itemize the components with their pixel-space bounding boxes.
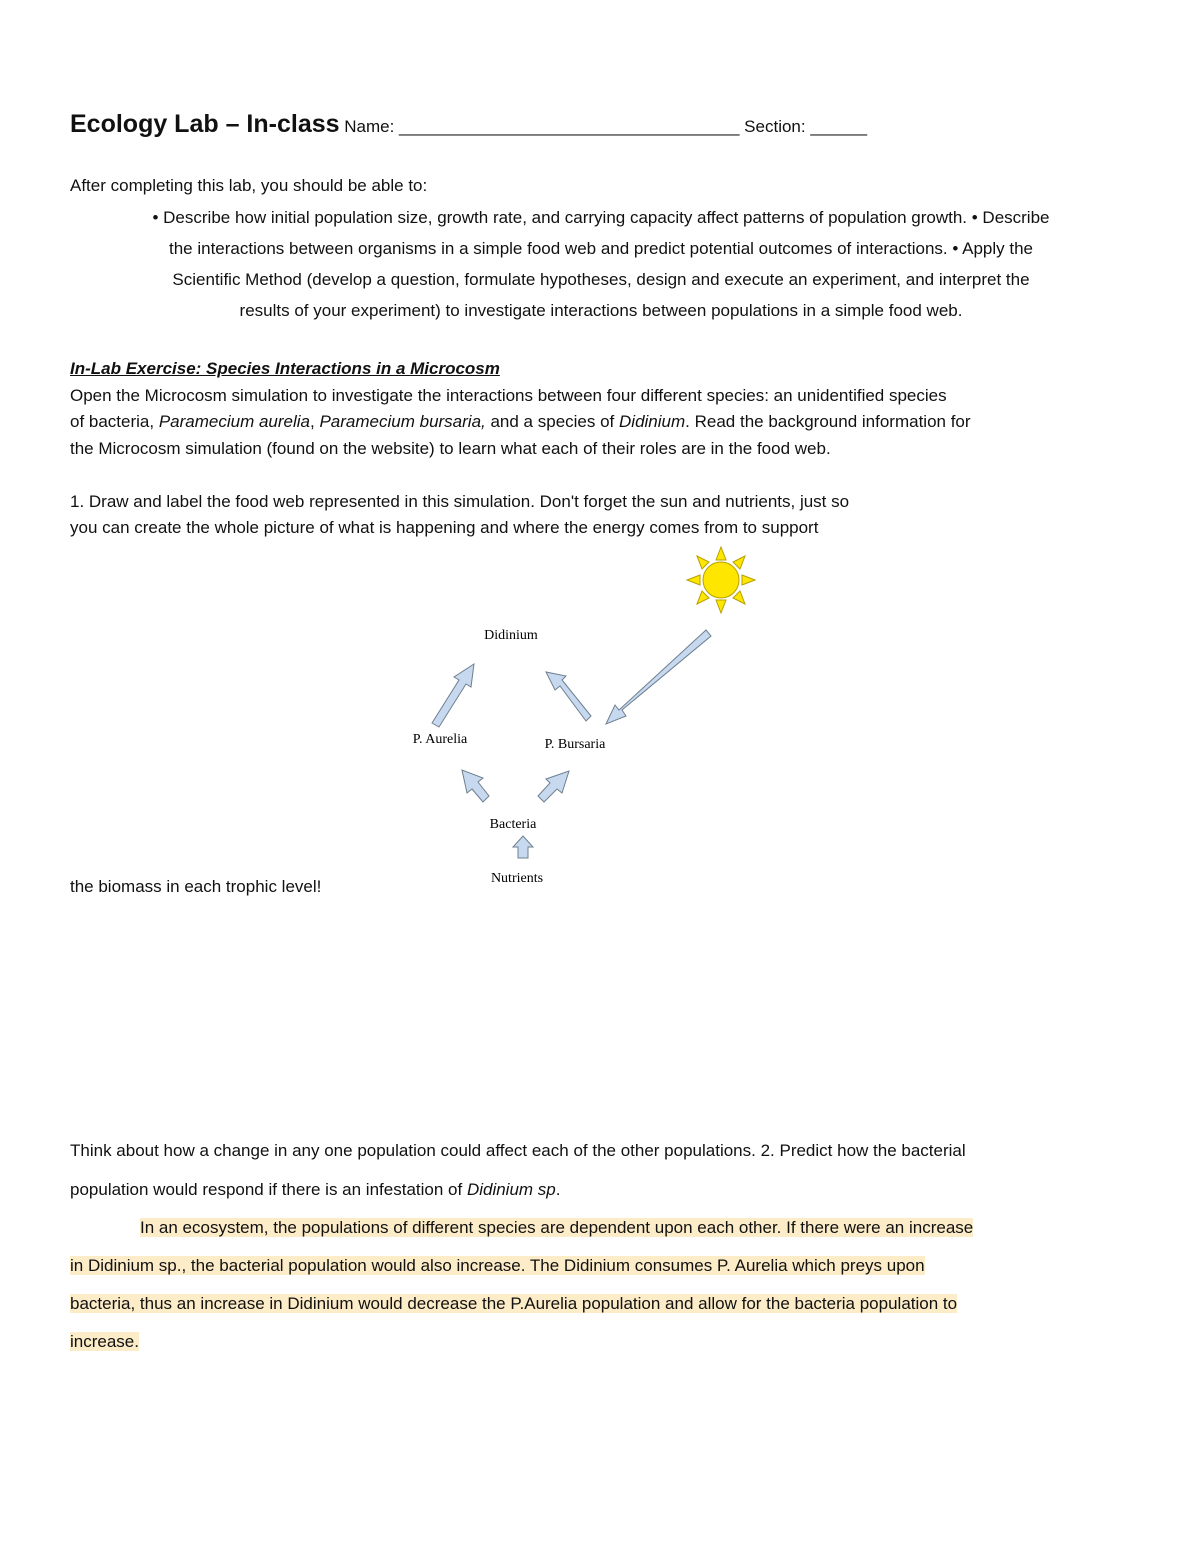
food-web-diagram <box>380 540 800 900</box>
answer-line <box>70 1256 925 1276</box>
answer-line <box>140 1218 973 1238</box>
highlighted-text: increase. <box>70 1332 139 1351</box>
name-field: Name: ____________________________________ <box>344 117 740 136</box>
label-p-bursaria: P. Bursaria <box>544 737 606 752</box>
objectives-intro: After completing this lab, you should be able to: <box>70 176 428 195</box>
exercise-paragraph-line: the Microcosm simulation (found on the website) to learn what each of their roles are in the food web. <box>70 439 831 458</box>
question1-line: 1. Draw and label the food web represented in this simulation. Don't forget the sun and nutrients, just so <box>70 492 850 511</box>
arrow-bacteria-to-aurelia <box>462 770 489 802</box>
answer-line <box>70 1332 139 1352</box>
species-name: Paramecium bursaria, <box>319 412 486 431</box>
arrow-sun-to-bursaria <box>606 630 711 724</box>
text-run: , <box>310 412 320 431</box>
exercise-paragraph-line <box>70 412 971 432</box>
label-bacteria: Bacteria <box>489 817 537 832</box>
text-run: and a species of <box>485 412 620 431</box>
species-name: Paramecium aurelia <box>158 412 311 431</box>
label-didinium: Didinium <box>484 628 538 643</box>
objective-line: Scientific Method (develop a question, formulate hypotheses, design and execute an experiment, and interpret the <box>172 270 1030 289</box>
question1-line: the biomass in each trophic level! <box>70 877 322 896</box>
text-run: . <box>555 1180 561 1199</box>
text-run: of bacteria, <box>70 412 159 431</box>
question2-line: Think about how a change in any one population could affect each of the other populations. 2. Predict how the bacterial <box>70 1141 966 1160</box>
arrow-nutrients-to-bacteria <box>513 836 533 858</box>
species-name: Didinium <box>619 412 686 431</box>
objective-line: • Describe how initial population size, growth rate, and carrying capacity affect patterns of population growth. • Describe <box>152 208 1050 227</box>
species-name: Didinium sp <box>466 1180 556 1199</box>
exercise-paragraph-line: Open the Microcosm simulation to investigate the interactions between four different species: an unidentified species <box>70 386 947 405</box>
label-nutrients: Nutrients <box>490 871 544 886</box>
highlighted-text: bacteria, thus an increase in Didinium would decrease the P.Aurelia population and allow for the bacteria population to <box>70 1294 958 1313</box>
objective-line: the interactions between organisms in a simple food web and predict potential outcomes of interactions. • Apply the <box>168 239 1033 258</box>
arrow-aurelia-to-didinium <box>432 664 474 727</box>
text-run: . Read the background information for <box>685 412 971 431</box>
question2-line <box>70 1180 560 1200</box>
arrow-bacteria-to-bursaria <box>538 771 569 802</box>
question1-line: you can create the whole picture of what is happening and where the energy comes from to support <box>70 518 819 537</box>
section-field: Section: ______ <box>744 117 868 136</box>
label-p-aurelia: P. Aurelia <box>412 732 468 747</box>
objective-line: results of your experiment) to investigate interactions between populations in a simple food web. <box>239 301 963 320</box>
text-run: population would respond if there is an infestation of <box>70 1180 467 1199</box>
answer-line <box>70 1294 957 1314</box>
highlighted-text: In an ecosystem, the populations of different species are dependent upon each other. If there were an increase <box>140 1218 974 1237</box>
page-header <box>70 110 867 139</box>
highlighted-text: in Didinium sp., the bacterial population would also increase. The Didinium consumes P. Aurelia which preys upon <box>70 1256 925 1275</box>
page-title: Ecology Lab – In-class <box>70 110 340 138</box>
exercise-heading: In-Lab Exercise: Species Interactions in a Microcosm <box>70 359 500 378</box>
arrow-bursaria-to-didinium <box>546 672 591 721</box>
sun-icon <box>687 547 755 613</box>
